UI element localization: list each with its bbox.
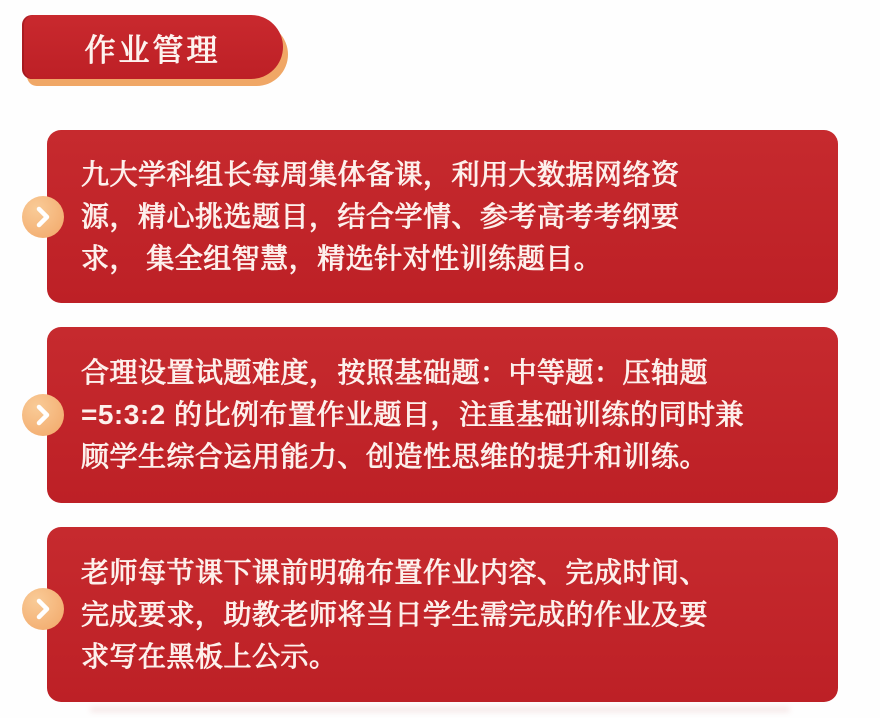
card-1-line-2: 源，精心挑选题目，结合学情、参考高考考纲要 xyxy=(81,200,680,232)
card-2-line-1: 合理设置试题难度，按照基础题：中等题：压轴题 xyxy=(81,357,709,388)
card-1-line-1: 九大学科组长每周集体备课，利用大数据网络资 xyxy=(81,158,680,190)
info-card-3 xyxy=(47,527,838,702)
info-card-1 xyxy=(47,130,838,303)
card-2-line-2: =5:3:2 的比例布置作业题目，注重基础训练的同时兼 xyxy=(81,399,744,430)
badge-red-pill xyxy=(22,15,283,79)
card-2-line-3: 顾学生综合运用能力、创造性思维的提升和训练。 xyxy=(81,441,709,472)
chevron-right-icon xyxy=(22,196,64,238)
card-3-line-1: 老师每节课下课前明确布置作业内容、完成时间、 xyxy=(81,556,709,588)
bottom-shadow-smear xyxy=(90,707,790,712)
chevron-right-icon xyxy=(22,588,64,630)
section-header-badge xyxy=(22,15,290,87)
chevron-right-icon xyxy=(22,394,64,436)
card-3-text xyxy=(81,552,708,678)
card-1-text xyxy=(81,154,680,280)
card-1-line-3: 求， 集全组智慧，精选针对性训练题目。 xyxy=(81,242,603,274)
card-2-text xyxy=(81,352,744,478)
card-3-line-2: 完成要求，助教老师将当日学生需完成的作业及要 xyxy=(81,598,709,630)
info-card-2 xyxy=(47,327,838,503)
card-3-line-3: 求写在黑板上公示。 xyxy=(81,640,338,672)
page-title: 作业管理 xyxy=(84,32,221,68)
